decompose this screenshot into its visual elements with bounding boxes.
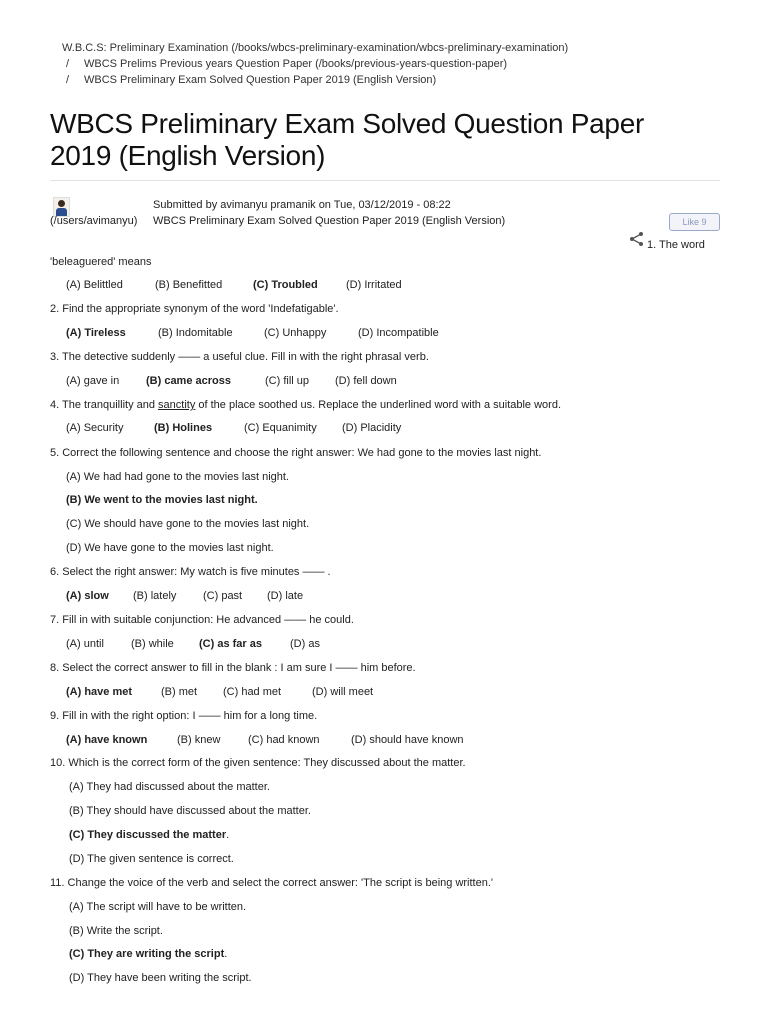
q11-option-c-answer: (C) They are writing the script. bbox=[69, 948, 228, 960]
user-profile-link[interactable]: (/users/avimanyu) bbox=[50, 215, 138, 227]
q11-option-d: (D) They have been writing the script. bbox=[69, 972, 252, 984]
q4-option-b-answer: (B) Holines bbox=[154, 422, 213, 434]
q8-option-d: (D) will meet bbox=[312, 686, 374, 698]
q5-option-b-answer: (B) We went to the movies last night. bbox=[66, 494, 258, 506]
q5-option-c: (C) We should have gone to the movies last night. bbox=[66, 518, 310, 530]
q7-option-d: (D) as bbox=[290, 638, 320, 650]
q2-option-a-answer: (A) Tireless bbox=[66, 327, 126, 339]
q9-option-a-answer: (A) have known bbox=[66, 734, 148, 746]
title-divider bbox=[50, 180, 720, 181]
q8-option-a-answer: (A) have met bbox=[66, 686, 133, 698]
question-3-text: 3. The detective suddenly —— a useful clue. Fill in with the right phrasal verb. bbox=[50, 351, 429, 363]
q7-option-b: (B) while bbox=[131, 638, 174, 650]
page-label: WBCS Preliminary Exam Solved Question Paper 2019 (English Version) bbox=[153, 215, 506, 227]
question-1-text: 'beleaguered' means bbox=[50, 256, 152, 268]
breadcrumb-item-1[interactable]: W.B.C.S: Preliminary Examination (/books/wbcs-preliminary-examination/wbcs-preliminary-examination) bbox=[62, 42, 569, 54]
q8-option-b: (B) met bbox=[161, 686, 198, 698]
q4-option-a: (A) Security bbox=[66, 422, 124, 434]
q9-option-c: (C) had known bbox=[248, 734, 320, 746]
question-9-text: 9. Fill in with the right option: I —— him for a long time. bbox=[50, 710, 318, 722]
question-6-text: 6. Select the right answer: My watch is five minutes —— . bbox=[50, 566, 331, 578]
like-button[interactable]: Like 9 bbox=[669, 213, 720, 231]
q1-option-a: (A) Belittled bbox=[66, 279, 123, 291]
q3-option-c: (C) fill up bbox=[265, 375, 310, 387]
breadcrumb-separator: / bbox=[66, 74, 70, 86]
question-8-text: 8. Select the correct answer to fill in the blank : I am sure I —— him before. bbox=[50, 662, 416, 674]
q6-option-a-answer: (A) slow bbox=[66, 590, 109, 602]
q2-option-d: (D) Incompatible bbox=[358, 327, 439, 339]
q4-option-d: (D) Placidity bbox=[342, 422, 402, 434]
q5-option-d: (D) We have gone to the movies last night. bbox=[66, 542, 274, 554]
q8-option-c: (C) had met bbox=[223, 686, 282, 698]
q11-option-b: (B) Write the script. bbox=[69, 925, 163, 937]
q7-option-c-answer: (C) as far as bbox=[199, 638, 262, 650]
breadcrumb-separator: / bbox=[66, 58, 70, 70]
breadcrumb-item-2[interactable] bbox=[66, 58, 507, 70]
question-1-start: 1. The word bbox=[647, 239, 705, 251]
question-2-text: 2. Find the appropriate synonym of the word 'Indefatigable'. bbox=[50, 303, 339, 315]
q5-option-a: (A) We had had gone to the movies last night. bbox=[66, 471, 289, 483]
submitted-info: Submitted by avimanyu pramanik on Tue, 03/12/2019 - 08:22 bbox=[153, 199, 451, 211]
share-icon[interactable] bbox=[629, 231, 645, 247]
q10-option-a: (A) They had discussed about the matter. bbox=[69, 781, 270, 793]
q6-option-c: (C) past bbox=[203, 590, 243, 602]
q4-option-c: (C) Equanimity bbox=[244, 422, 317, 434]
q3-option-b-answer: (B) came across bbox=[146, 375, 231, 387]
question-7-text: 7. Fill in with suitable conjunction: He advanced —— he could. bbox=[50, 614, 354, 626]
q10-option-b: (B) They should have discussed about the matter. bbox=[69, 805, 311, 817]
question-11-text: 11. Change the voice of the verb and select the correct answer: 'The script is being written.' bbox=[50, 877, 494, 889]
q1-option-c-answer: (C) Troubled bbox=[253, 279, 318, 291]
q6-option-d: (D) late bbox=[267, 590, 304, 602]
q3-option-a: (A) gave in bbox=[66, 375, 120, 387]
breadcrumb-item-3[interactable] bbox=[66, 74, 436, 86]
q2-option-c: (C) Unhappy bbox=[264, 327, 327, 339]
q7-option-a: (A) until bbox=[66, 638, 104, 650]
q9-option-b: (B) knew bbox=[177, 734, 221, 746]
page-title-line-2: 2019 (English Version) bbox=[50, 140, 326, 171]
question-5-text: 5. Correct the following sentence and choose the right answer: We had gone to the movies last night. bbox=[50, 447, 542, 459]
q1-option-b: (B) Benefitted bbox=[155, 279, 223, 291]
page-title bbox=[50, 108, 730, 172]
q11-option-a: (A) The script will have to be written. bbox=[69, 901, 247, 913]
question-10-text: 10. Which is the correct form of the given sentence: They discussed about the matter. bbox=[50, 757, 466, 769]
q10-option-d: (D) The given sentence is correct. bbox=[69, 853, 234, 865]
breadcrumb-label: WBCS Preliminary Exam Solved Question Paper 2019 (English Version) bbox=[84, 74, 437, 86]
avatar[interactable] bbox=[53, 197, 70, 217]
underlined-word: sanctity bbox=[158, 399, 196, 411]
q9-option-d: (D) should have known bbox=[351, 734, 464, 746]
q3-option-d: (D) fell down bbox=[335, 375, 397, 387]
q10-option-c-answer: (C) They discussed the matter. bbox=[69, 829, 230, 841]
q6-option-b: (B) lately bbox=[133, 590, 177, 602]
page-title-line-1: WBCS Preliminary Exam Solved Question Paper bbox=[50, 108, 644, 139]
question-4-text: 4. The tranquillity and sanctity of the place soothed us. Replace the underlined word with a suitable word. bbox=[50, 399, 561, 411]
breadcrumb-label: WBCS Prelims Previous years Question Paper (/books/previous-years-question-paper) bbox=[84, 58, 508, 70]
q1-option-d: (D) Irritated bbox=[346, 279, 402, 291]
q2-option-b: (B) Indomitable bbox=[158, 327, 233, 339]
